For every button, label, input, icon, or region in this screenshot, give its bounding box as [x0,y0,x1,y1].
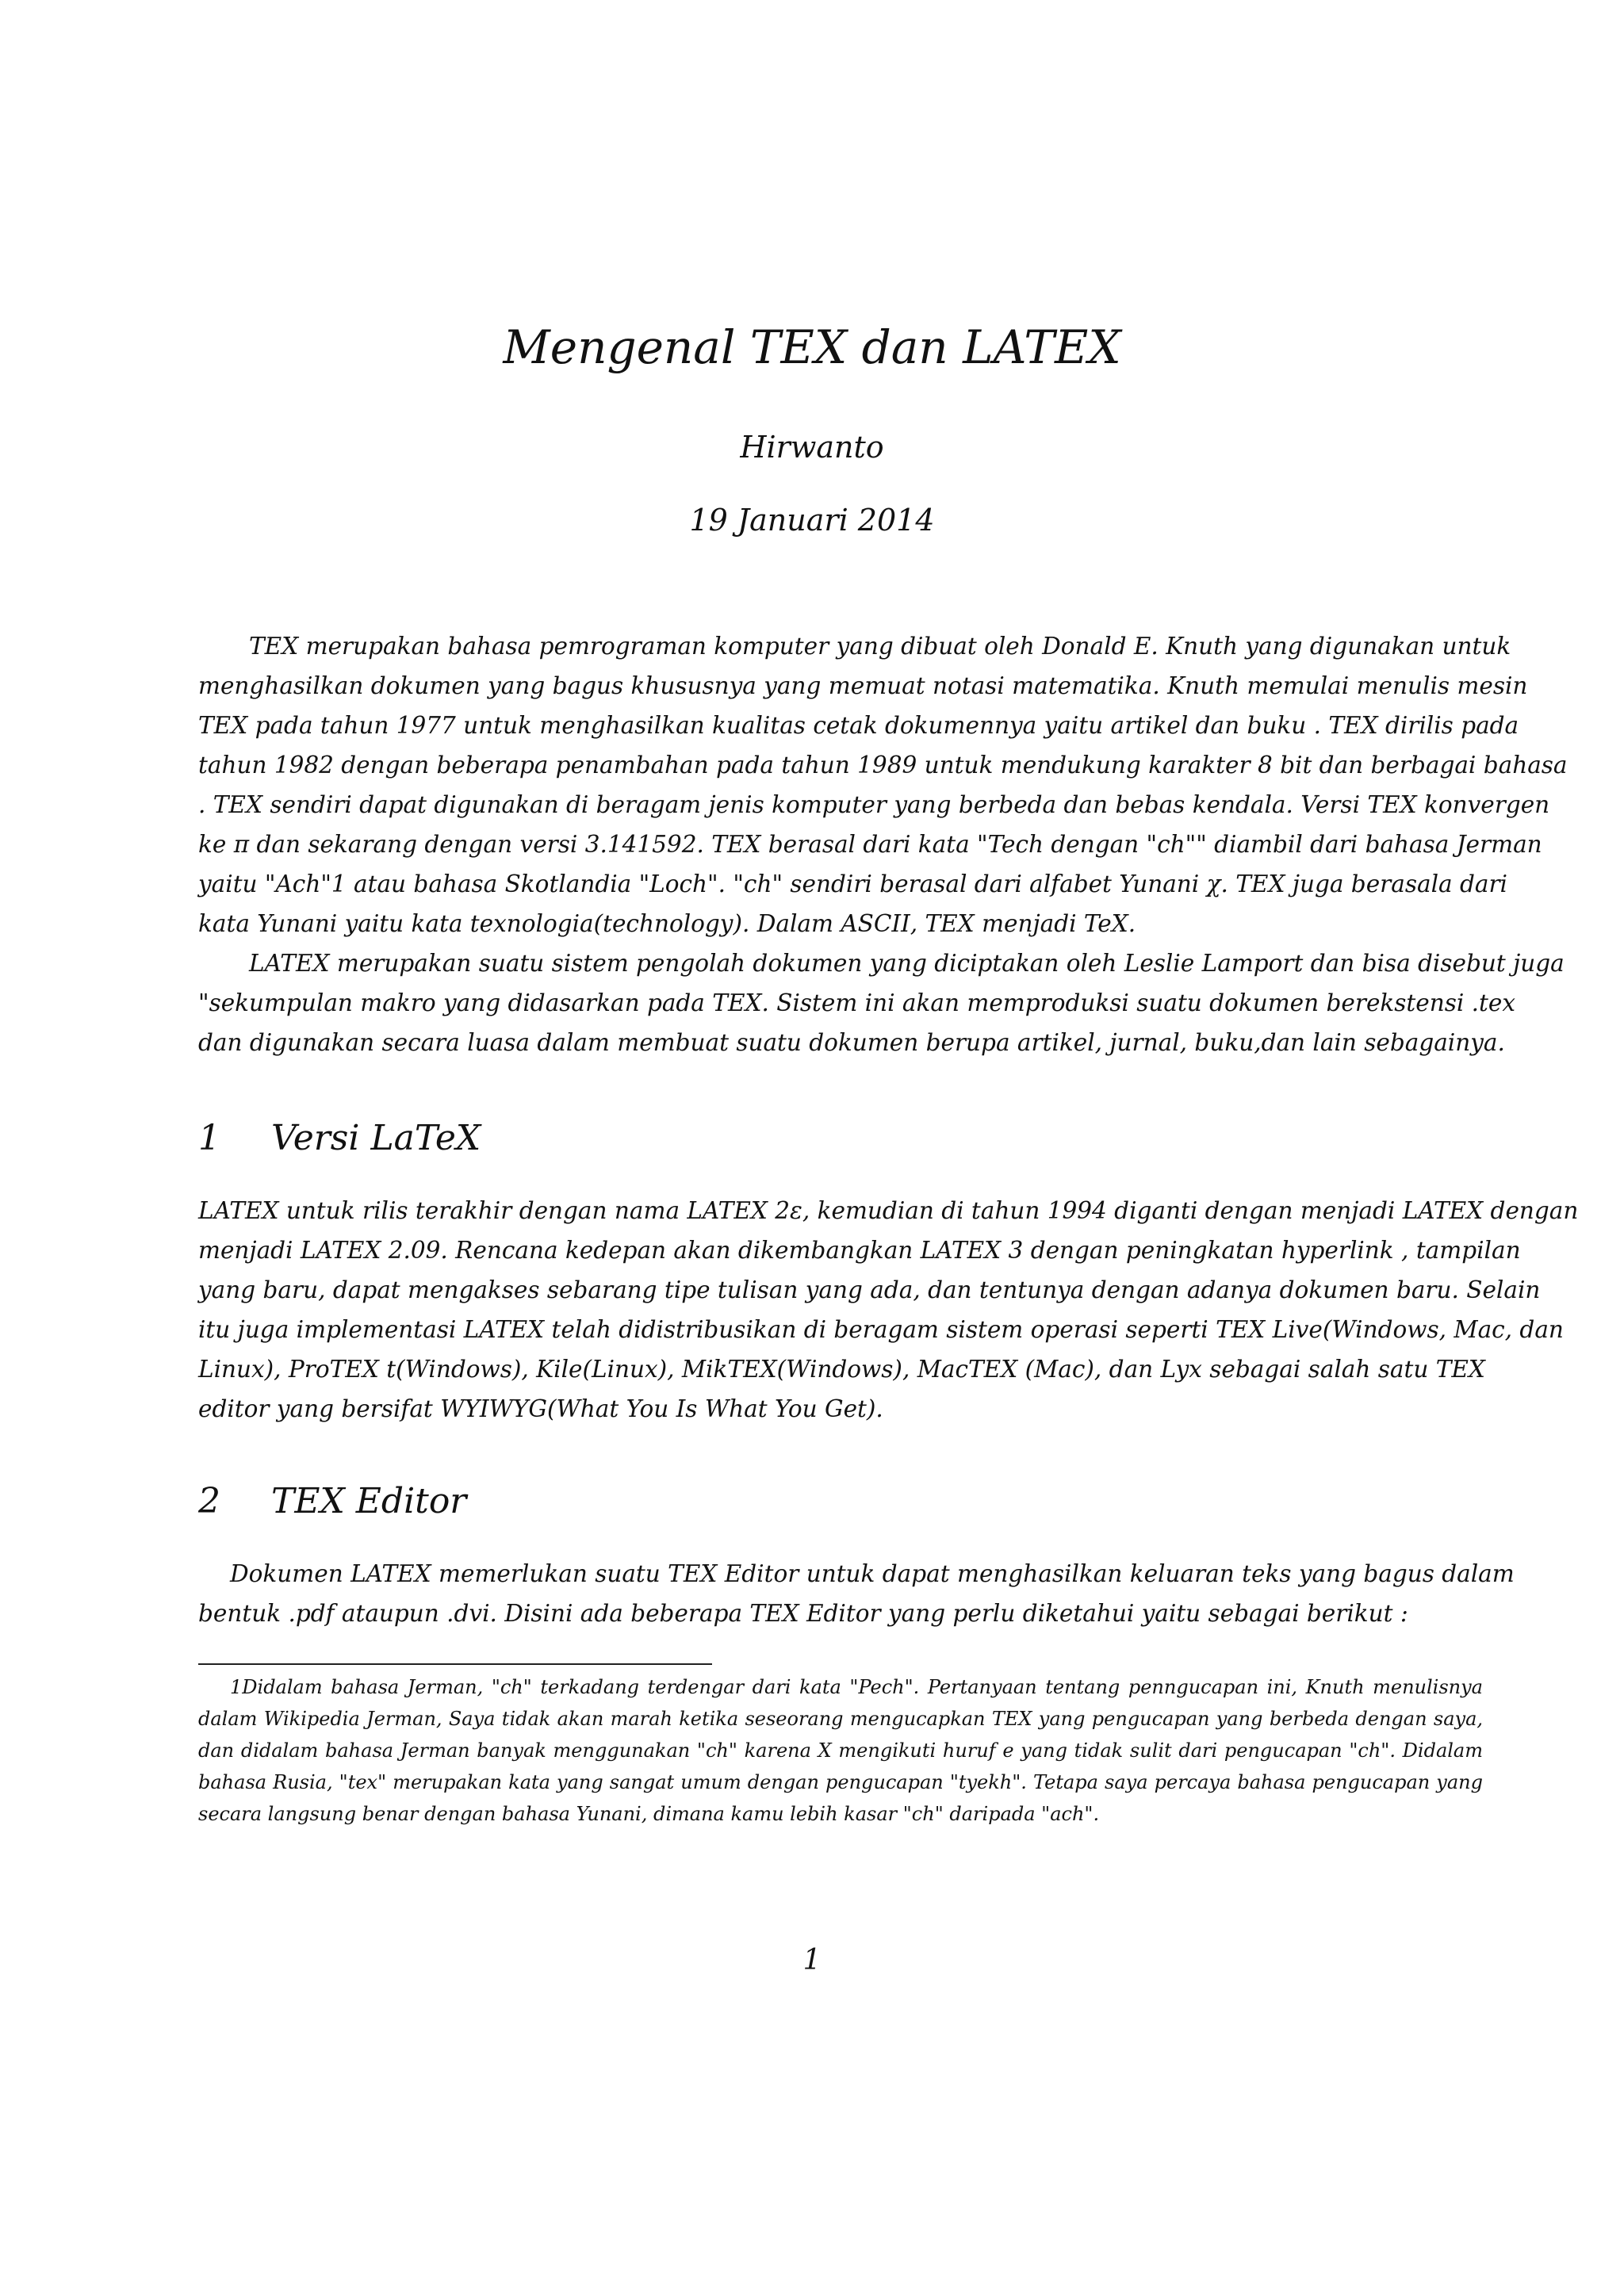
footnote-line: bahasa Rusia, "tex" merupakan kata yang sangat umum dengan pengucapan "tyekh". Tetapa saya percaya bahasa pengucapan yang [198,1771,1483,1793]
paragraph-line: TEX pada tahun 1977 untuk menghasilkan kualitas cetak dokumennya yaitu artikel dan buku . TEX dirilis pada [198,712,1519,739]
paragraph-line: . TEX sendiri dapat digunakan di beragam jenis komputer yang berbeda dan bebas kendala. Versi TEX konvergen [198,791,1550,818]
section-number: 1 [198,1118,220,1158]
section-title: TEX Editor [271,1481,467,1521]
document-title: Mengenal TEX dan LATEX [503,320,1121,374]
footnote [198,1671,1483,1830]
intro-paragraph-1 [198,626,1568,943]
paragraph-line: tahun 1982 dengan beberapa penambahan pada tahun 1989 untuk mendukung karakter 8 bit dan berbagai bahasa [198,752,1568,779]
intro-paragraph-2 [198,943,1565,1062]
footnote-line: 1Didalam bahasa Jerman, "ch" terkadang terdengar dari kata "Pech". Pertanyaan tentang penngucapan ini, Knuth menulisnya [230,1676,1483,1698]
footnote-line: dalam Wikipedia Jerman, Saya tidak akan marah ketika seseorang mengucapkan TEX yang pengucapan yang berbeda dengan saya, [198,1708,1483,1730]
section-title: Versi LaTeX [271,1118,481,1158]
paragraph-line: menjadi LATEX 2.09. Rencana kedepan akan dikembangkan LATEX 3 dengan peningkatan hyperlink , tampilan [198,1237,1521,1264]
page-number: 1 [802,1944,822,1976]
paragraph-line: TEX merupakan bahasa pemrograman komputer yang dibuat oleh Donald E. Knuth yang digunakan untuk [249,633,1511,660]
paragraph-line: menghasilkan dokumen yang bagus khususnya yang memuat notasi matematika. Knuth memulai menulis mesin [198,672,1528,699]
section-number: 2 [198,1481,220,1521]
paragraph-line: dan digunakan secara luasa dalam membuat suatu dokumen berupa artikel, jurnal, buku,dan lain sebagainya. [198,1029,1505,1056]
footnote-line: dan didalam bahasa Jerman banyak menggunakan "ch" karena X mengikuti huruf e yang tidak sulit dari pengucapan "ch". Didalam [198,1739,1483,1762]
paragraph-line: yaitu "Ach"1 atau bahasa Skotlandia "Loch". "ch" sendiri berasal dari alfabet Yunani χ. TEX juga berasala dari [198,871,1507,897]
paragraph-line: kata Yunani yaitu kata texnologia(technology). Dalam ASCII, TEX menjadi TeX. [198,910,1136,937]
footnote-line: secara langsung benar dengan bahasa Yunani, dimana kamu lebih kasar "ch" daripada "ach". [198,1803,1100,1825]
paragraph-line: LATEX untuk rilis terakhir dengan nama LATEX 2ε, kemudian di tahun 1994 diganti dengan menjadi LATEX dengan [198,1197,1579,1224]
section-2-heading [198,1476,466,1527]
paragraph-line: editor yang bersifat WYIWYG(What You Is What You Get). [198,1395,883,1422]
paragraph-line: itu juga implementasi LATEX telah didistribusikan di beragam sistem operasi seperti TEX Live(Windows, Mac, dan [198,1316,1564,1343]
section-1-heading [198,1113,481,1164]
section-2-paragraph [198,1554,1515,1633]
paragraph-line: ke π dan sekarang dengan versi 3.141592. TEX berasal dari kata "Tech dengan "ch"" diambil dari bahasa Jerman [198,831,1542,858]
paragraph-line: Dokumen LATEX memerlukan suatu TEX Editor untuk dapat menghasilkan keluaran teks yang bagus dalam [230,1560,1515,1587]
paragraph-line: LATEX merupakan suatu sistem pengolah dokumen yang diciptakan oleh Leslie Lamport dan bisa disebut juga [249,950,1565,977]
footnote-divider [198,1663,712,1665]
paragraph-line: Linux), ProTEX t(Windows), Kile(Linux), MikTEX(Windows), MacTEX (Mac), dan Lyx sebagai salah satu TEX [198,1356,1485,1383]
paragraph-line: yang baru, dapat mengakses sebarang tipe tulisan yang ada, dan tentunya dengan adanya dokumen baru. Selain [198,1276,1541,1303]
paragraph-line: bentuk .pdf ataupun .dvi. Disini ada beberapa TEX Editor yang perlu diketahui yaitu sebagai berikut : [198,1600,1408,1627]
document-author: Hirwanto [740,430,884,465]
document-date: 19 Januari 2014 [689,503,935,538]
section-1-paragraph [198,1191,1579,1429]
paragraph-line: "sekumpulan makro yang didasarkan pada TEX. Sistem ini akan memproduksi suatu dokumen berekstensi .tex [198,989,1516,1016]
